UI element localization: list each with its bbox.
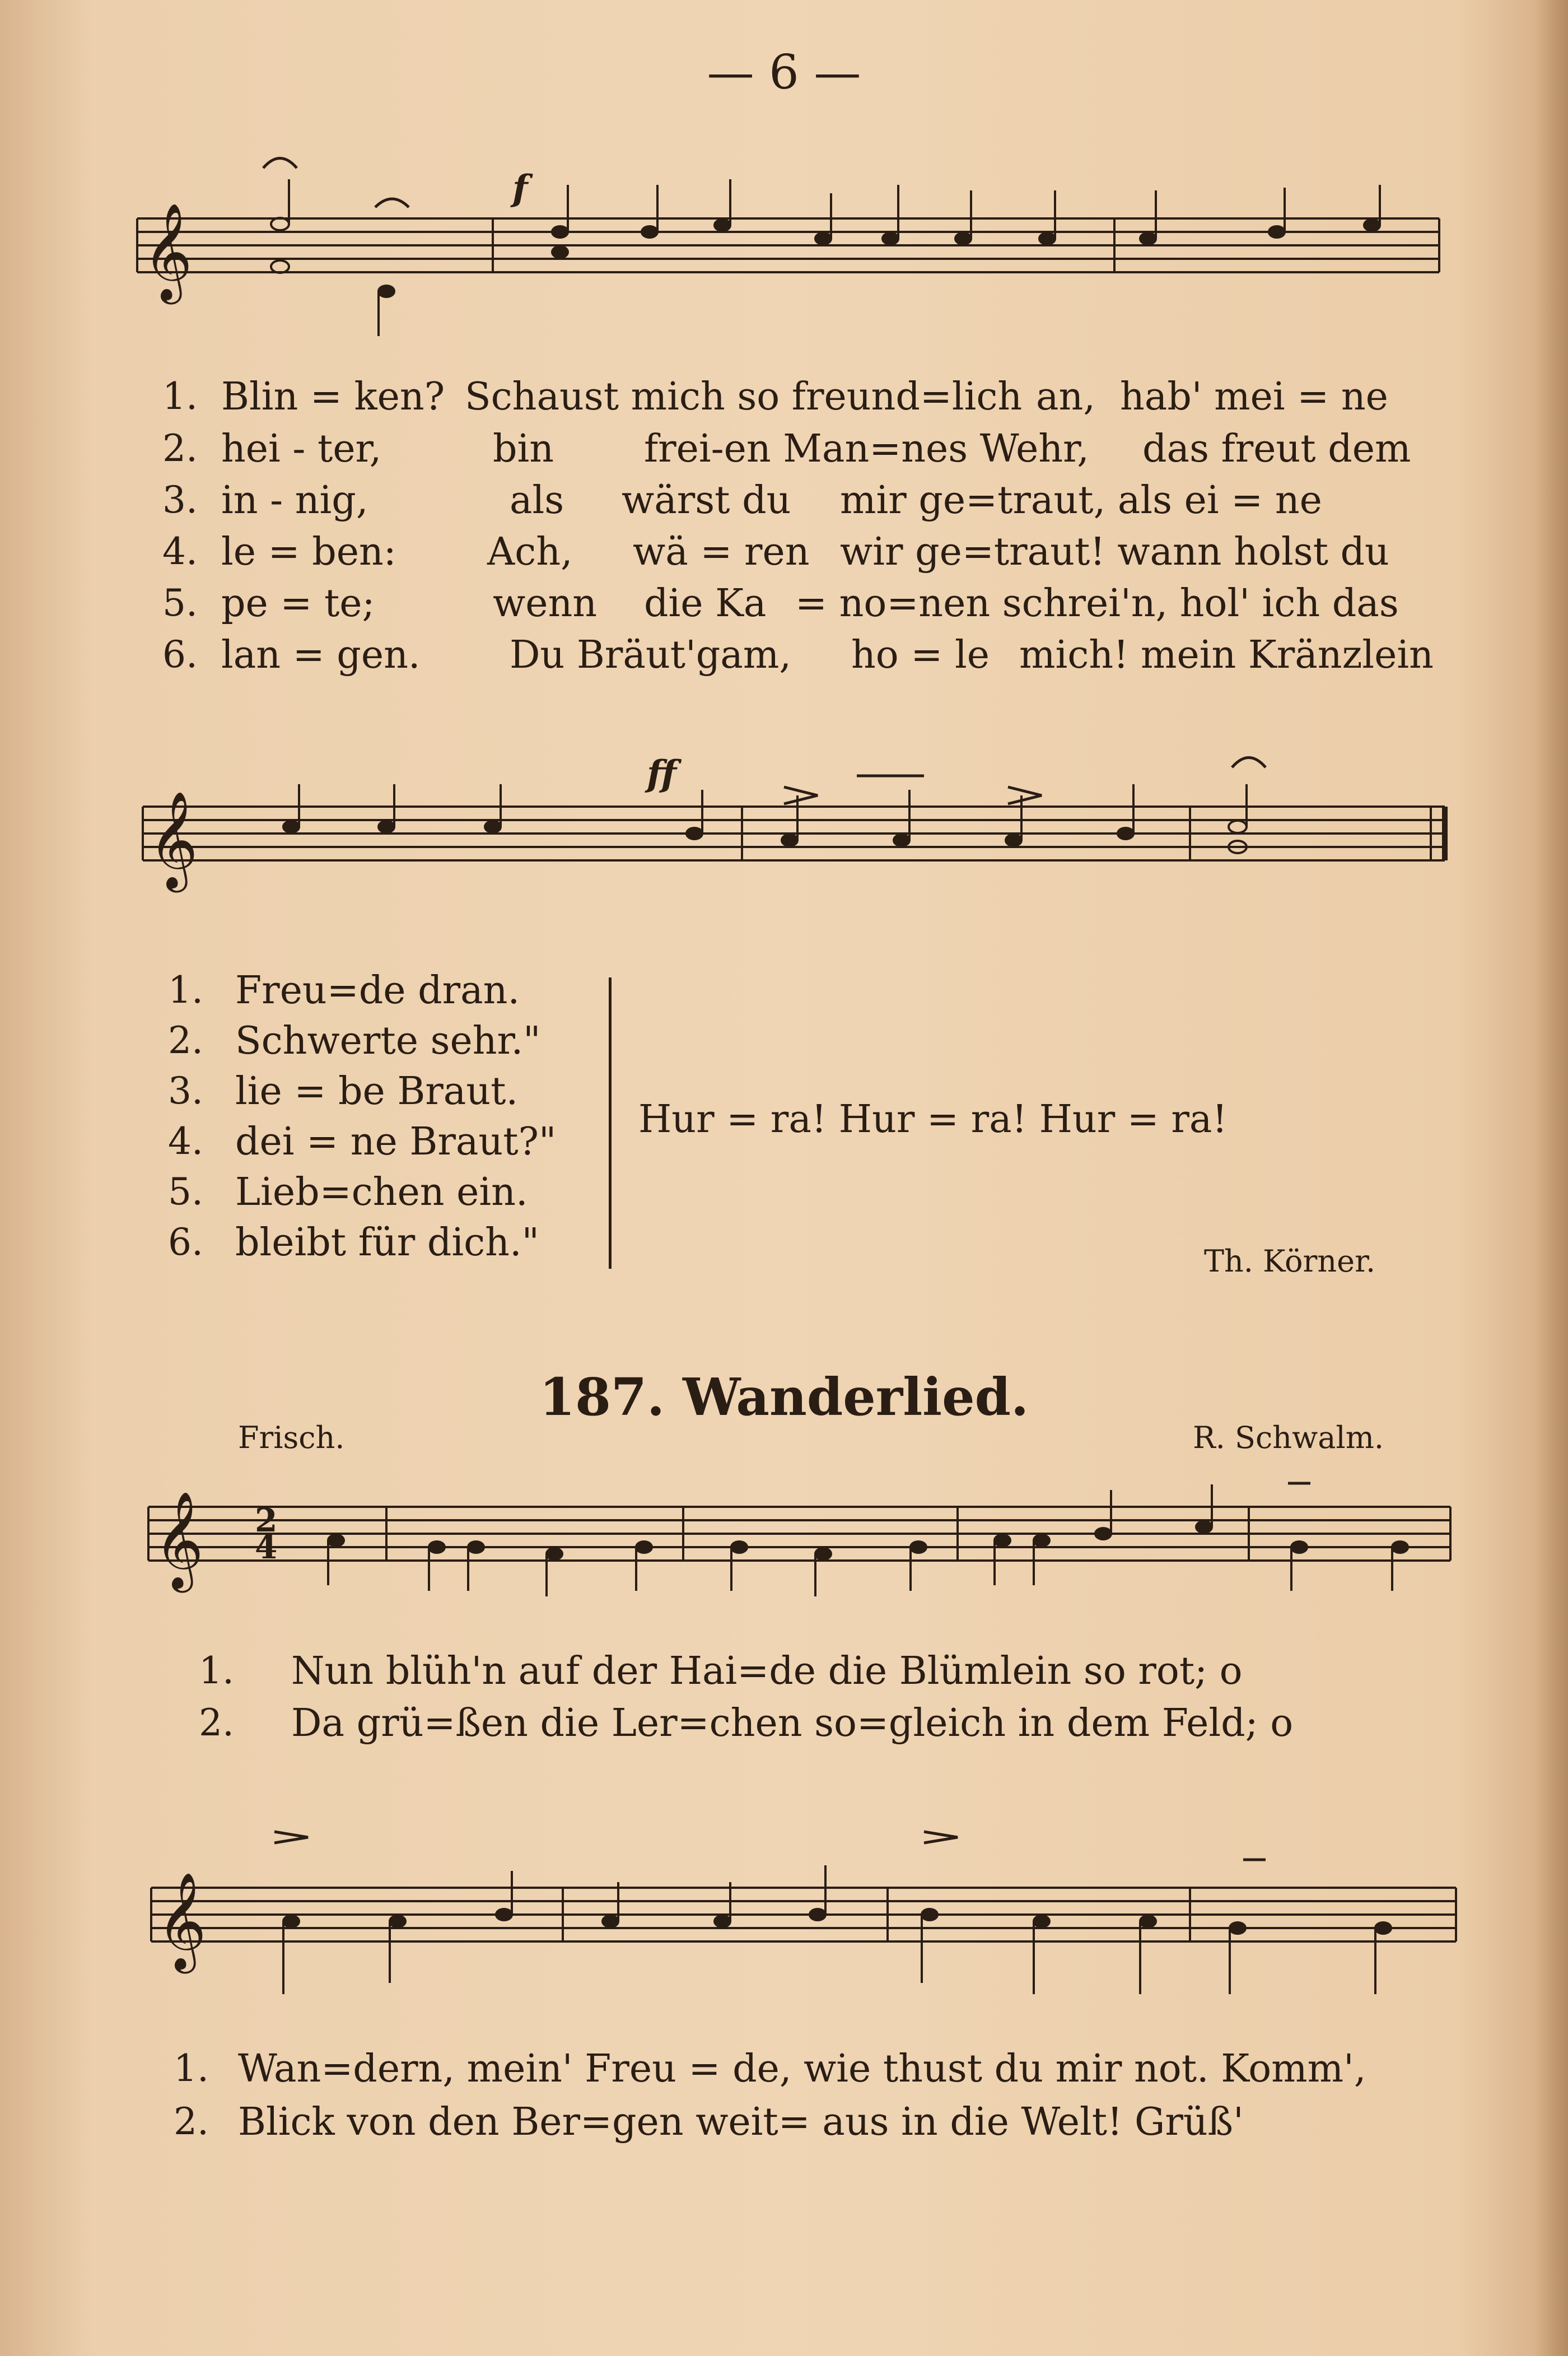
song-title: 187. Wanderlied.: [539, 1367, 1029, 1427]
lyric-line: Nun blüh'n auf der Hai=de die Blümlein so rot; o: [291, 1649, 1243, 1693]
lyric-line: Wan=dern, mein' Freu = de, wie thust du mir not. Komm',: [238, 2047, 1366, 2091]
staff-system-4: [151, 1888, 1456, 1941]
lyric-segment: mir ge=traut, als ei = ne: [840, 478, 1322, 523]
treble-clef-icon: 𝄞: [148, 791, 198, 888]
lyric-segment: pe = te;: [221, 581, 375, 626]
verse-number: 5.: [168, 1170, 203, 1213]
verse-number: 2.: [168, 1019, 203, 1062]
lyric-segment: frei-en Man=nes Wehr,: [644, 427, 1089, 471]
lyric-segment: ho = le: [851, 633, 990, 677]
lyric-line: Blick von den Ber=gen weit= aus in die Welt! Grüß': [238, 2100, 1244, 2144]
verse-number: 4.: [162, 530, 198, 573]
lyric-segment: in - nig,: [221, 478, 368, 523]
lyric-line: Da grü=ßen die Ler=chen so=gleich in dem Feld; o: [291, 1701, 1294, 1745]
svg-text:2: 2: [255, 1501, 278, 1539]
lyric-segment: wir ge=traut! wann holst du: [840, 530, 1389, 574]
time-signature: [255, 1501, 277, 1566]
lyric-segment: das freut dem: [1142, 427, 1411, 471]
tempo-marking: Frisch.: [238, 1420, 345, 1455]
verse-number: 6.: [168, 1221, 203, 1264]
refrain: Hur = ra! Hur = ra! Hur = ra!: [638, 1097, 1228, 1142]
staff-system-1: [137, 218, 1439, 272]
lyric-segment: hab' mei = ne: [1120, 375, 1388, 419]
verse-number: 4.: [168, 1120, 203, 1163]
lyric-segment: Blin = ken?: [221, 375, 445, 419]
verse-number: 3.: [162, 478, 198, 522]
treble-clef-icon: 𝄞: [143, 203, 193, 300]
verse-number: 1.: [199, 1649, 234, 1692]
composer: R. Schwalm.: [1193, 1420, 1384, 1455]
lyric-line: lie = be Braut.: [235, 1069, 519, 1114]
lyric-segment: wä = ren: [633, 530, 810, 574]
verse-number: 6.: [162, 633, 198, 676]
lyric-segment: als: [510, 478, 564, 523]
verse-number: 1.: [174, 2047, 209, 2090]
verse-number: 5.: [162, 581, 198, 625]
lyric-line: dei = ne Braut?": [235, 1120, 557, 1164]
lyric-segment: hei - ter,: [221, 427, 382, 471]
lyric-segment: an,: [1036, 375, 1095, 419]
verse-number: 1.: [162, 375, 198, 418]
treble-clef-icon: 𝄞: [157, 1872, 207, 1969]
dynamic-fortissimo: ff: [647, 753, 676, 795]
dynamic-forte: f: [512, 167, 528, 209]
staff-system-3: [148, 1507, 1450, 1561]
staff-system-2: [143, 807, 1445, 860]
verse-number: 3.: [168, 1069, 203, 1112]
lyric-segment: Ach,: [487, 530, 573, 574]
verse-brace: [602, 977, 612, 1269]
verse-number: 2.: [162, 427, 198, 470]
lyric-segment: Du Bräut'gam,: [510, 633, 791, 677]
lyric-line: bleibt für dich.": [235, 1221, 539, 1265]
svg-text:4: 4: [255, 1528, 278, 1566]
lyric-segment: le = ben:: [221, 530, 396, 574]
lyric-line: Schwerte sehr.": [235, 1019, 541, 1063]
lyric-segment: Schaust mich so freund=lich: [465, 375, 1023, 419]
page-number: — 6 —: [707, 45, 861, 100]
lyric-segment: wärst du: [622, 478, 791, 523]
lyric-segment: = no=nen schrei'n, hol' ich das: [795, 581, 1399, 626]
lyric-segment: bin: [493, 427, 554, 471]
lyric-segment: die Ka: [644, 581, 767, 626]
lyricist: Th. Körner.: [1204, 1244, 1376, 1279]
lyric-line: Lieb=chen ein.: [235, 1170, 528, 1214]
lyric-segment: lan = gen.: [221, 633, 421, 677]
verse-number: 2.: [174, 2100, 209, 2143]
verse-number: 1.: [168, 969, 203, 1012]
lyric-line: Freu=de dran.: [235, 969, 520, 1013]
verse-number: 2.: [199, 1701, 234, 1744]
lyric-segment: mich! mein Kränzlein: [1019, 633, 1434, 677]
lyric-segment: wenn: [493, 581, 598, 626]
treble-clef-icon: 𝄞: [154, 1491, 204, 1589]
